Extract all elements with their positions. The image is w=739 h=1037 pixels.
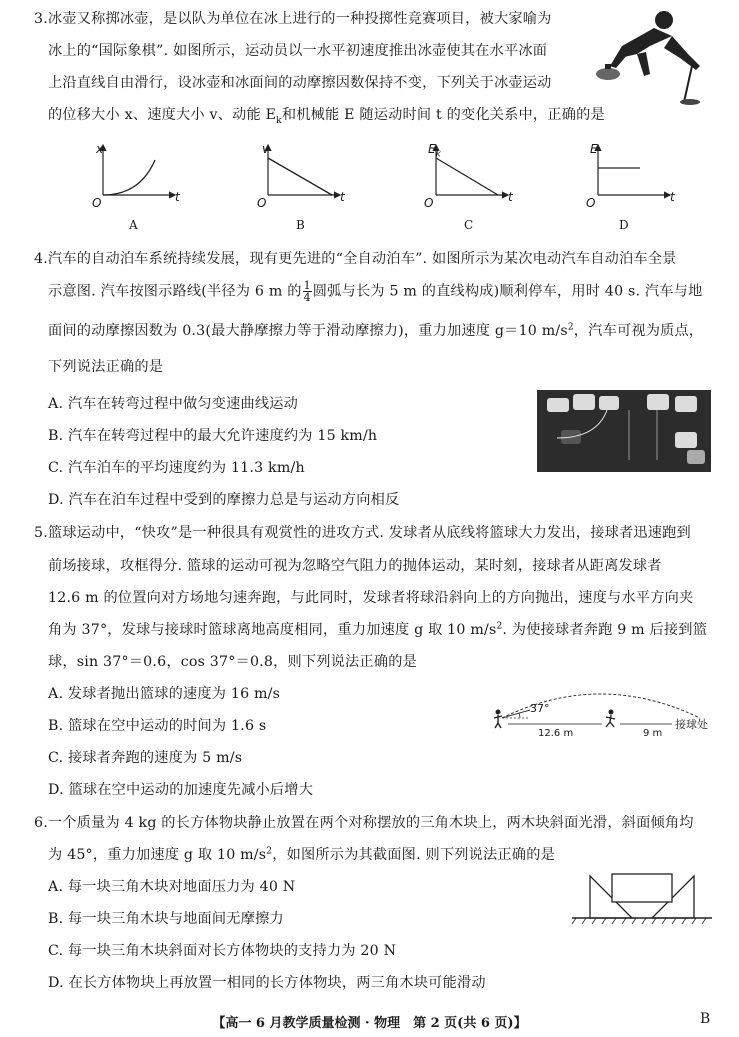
graph-d-y-label: E [590,142,598,156]
q5-line-1: 5.篮球运动中，“快攻”是一种很具有观赏性的进攻方式. 发球者从底线将篮球大力发出，接球者迅速跑到 [34,525,691,541]
q5-option-b: B. 篮球在空中运动的时间为 1.6 s [48,718,267,734]
q5-option-d: D. 篮球在空中运动的加速度先减小后增大 [48,782,314,798]
page-footer: 【高一 6 月教学质量检测 · 物理 第 2 页(共 6 页)】 [212,1016,527,1031]
graph-a-origin: O [92,196,102,210]
q4-line-3: 面间的动摩擦因数为 0.3(最大静摩擦力等于滑动摩擦力)，重力加速度 g＝10 $m/s^2$，汽车可视为质点， [48,322,704,339]
graph-b-label: B [296,218,305,232]
q6-option-a: A. 每一块三角木块对地面压力为 40 N [48,879,296,895]
version-label: B [700,1011,711,1027]
q6-option-b: B. 每一块三角木块与地面间无摩擦力 [48,911,284,927]
thrower-figure [494,710,502,729]
graph-a-y-label: x [96,142,104,156]
q4-option-d: D. 汽车在泊车过程中受到的摩擦力总是与运动方向相反 [48,492,400,508]
q4-option-a: A. 汽车在转弯过程中做匀变速曲线运动 [48,396,299,412]
q4-line-2: 示意图. 汽车按图示路线(半径为 6 m 的 $\frac{1}{4}$ 圆弧与长为 5 m 的直线构成)顺利停车，用时 40 s. 汽车与地 [48,279,703,304]
graph-a-x-label: t [175,190,180,204]
q5-line-4: 角为 37°，发球与接球时篮球离地高度相同，重力加速度 g 取 10 $m/s^2$. 为使接球者奔跑 9 m 后接到篮 [48,621,708,638]
catch-point-label: 接球处 [675,718,708,731]
curling-athlete-figure [592,6,707,106]
graph-c-label: C [464,218,474,232]
q6-option-d: D. 在长方体物块上再放置一相同的长方体物块，两三角木块可能滑动 [48,975,486,991]
graph-d-origin: O [586,196,596,210]
q5-line-2: 前场接球，攻框得分. 篮球的运动可视为忽略空气阻力的抛体运动，某时刻，接球者从距离发球者 [48,558,662,574]
runner-figure [606,710,615,728]
graph-b-x-label: t [340,190,345,204]
graph-b-y-label: v [262,142,270,156]
distance-2-label: 9 m [643,728,663,739]
q6-option-c: C. 每一块三角木块斜面对长方体物块的支持力为 20 N [48,943,397,959]
q4-line-4: 下列说法正确的是 [48,359,164,375]
q5-option-a: A. 发球者抛出篮球的速度为 16 m/s [48,686,281,702]
graph-b-origin: O [257,196,267,210]
q4-option-b: B. 汽车在转弯过程中的最大允许速度约为 15 km/h [48,428,378,444]
graph-d-x-label: t [670,190,675,204]
q3-line-1: 3.冰壶又称掷冰壶，是以队为单位在冰上进行的一种投掷性竞赛项目，被大家喻为 [34,11,552,27]
fraction-quarter: $\frac{1}{4}$ [303,279,311,304]
q3-line-4: 的位移大小 x、速度大小 v、动能 $E_k$和机械能 E 随运动时间 t 的变化关系中，正确的是 [48,107,605,126]
graph-c-x-label: t [508,190,513,204]
q4-line-1: 4.汽车的自动泊车系统持续发展，现有更先进的“全自动泊车”. 如图所示为某次电动汽车自动泊车全景 [34,251,677,267]
angle-label: 37° [530,702,550,715]
q5-line-3: 12.6 m 的位置向对方场地匀速奔跑，与此同时，发球者将球沿斜向上的方向抛出，速度与水平方向夹 [48,590,694,606]
graph-c-origin: O [424,196,434,210]
wedge-block-figure [572,868,712,928]
parking-photo [537,390,711,472]
q5-option-c: C. 接球者奔跑的速度为 5 m/s [48,750,243,766]
q5-line-5: 球，sin 37°＝0.6，cos 37°＝0.8，则下列说法正确的是 [48,654,417,670]
graph-a-label: A [129,218,138,232]
distance-1-label: 12.6 m [538,728,574,739]
q6-line-2: 为 45°，重力加速度 g 取 10 $m/s^2$，如图所示为其截面图. 则下列说法正确的是 [48,846,555,863]
q3-line-2: 冰上的“国际象棋”. 如图所示，运动员以一水平初速度推出冰壶使其在水平冰面 [48,43,548,59]
q3-line-3: 上沿直线自由滑行，设冰壶和冰面间的动摩擦因数保持不变，下列关于冰壶运动 [48,75,552,91]
graph-d-label: D [619,218,629,232]
q4-option-c: C. 汽车泊车的平均速度约为 11.3 km/h [48,460,305,476]
graph-c-y-label: $E_k$ [428,142,441,160]
q6-line-1: 6.一个质量为 4 kg 的长方体物块静止放置在两个对称摆放的三角木块上，两木块斜面光滑，斜面倾角均 [34,815,694,831]
